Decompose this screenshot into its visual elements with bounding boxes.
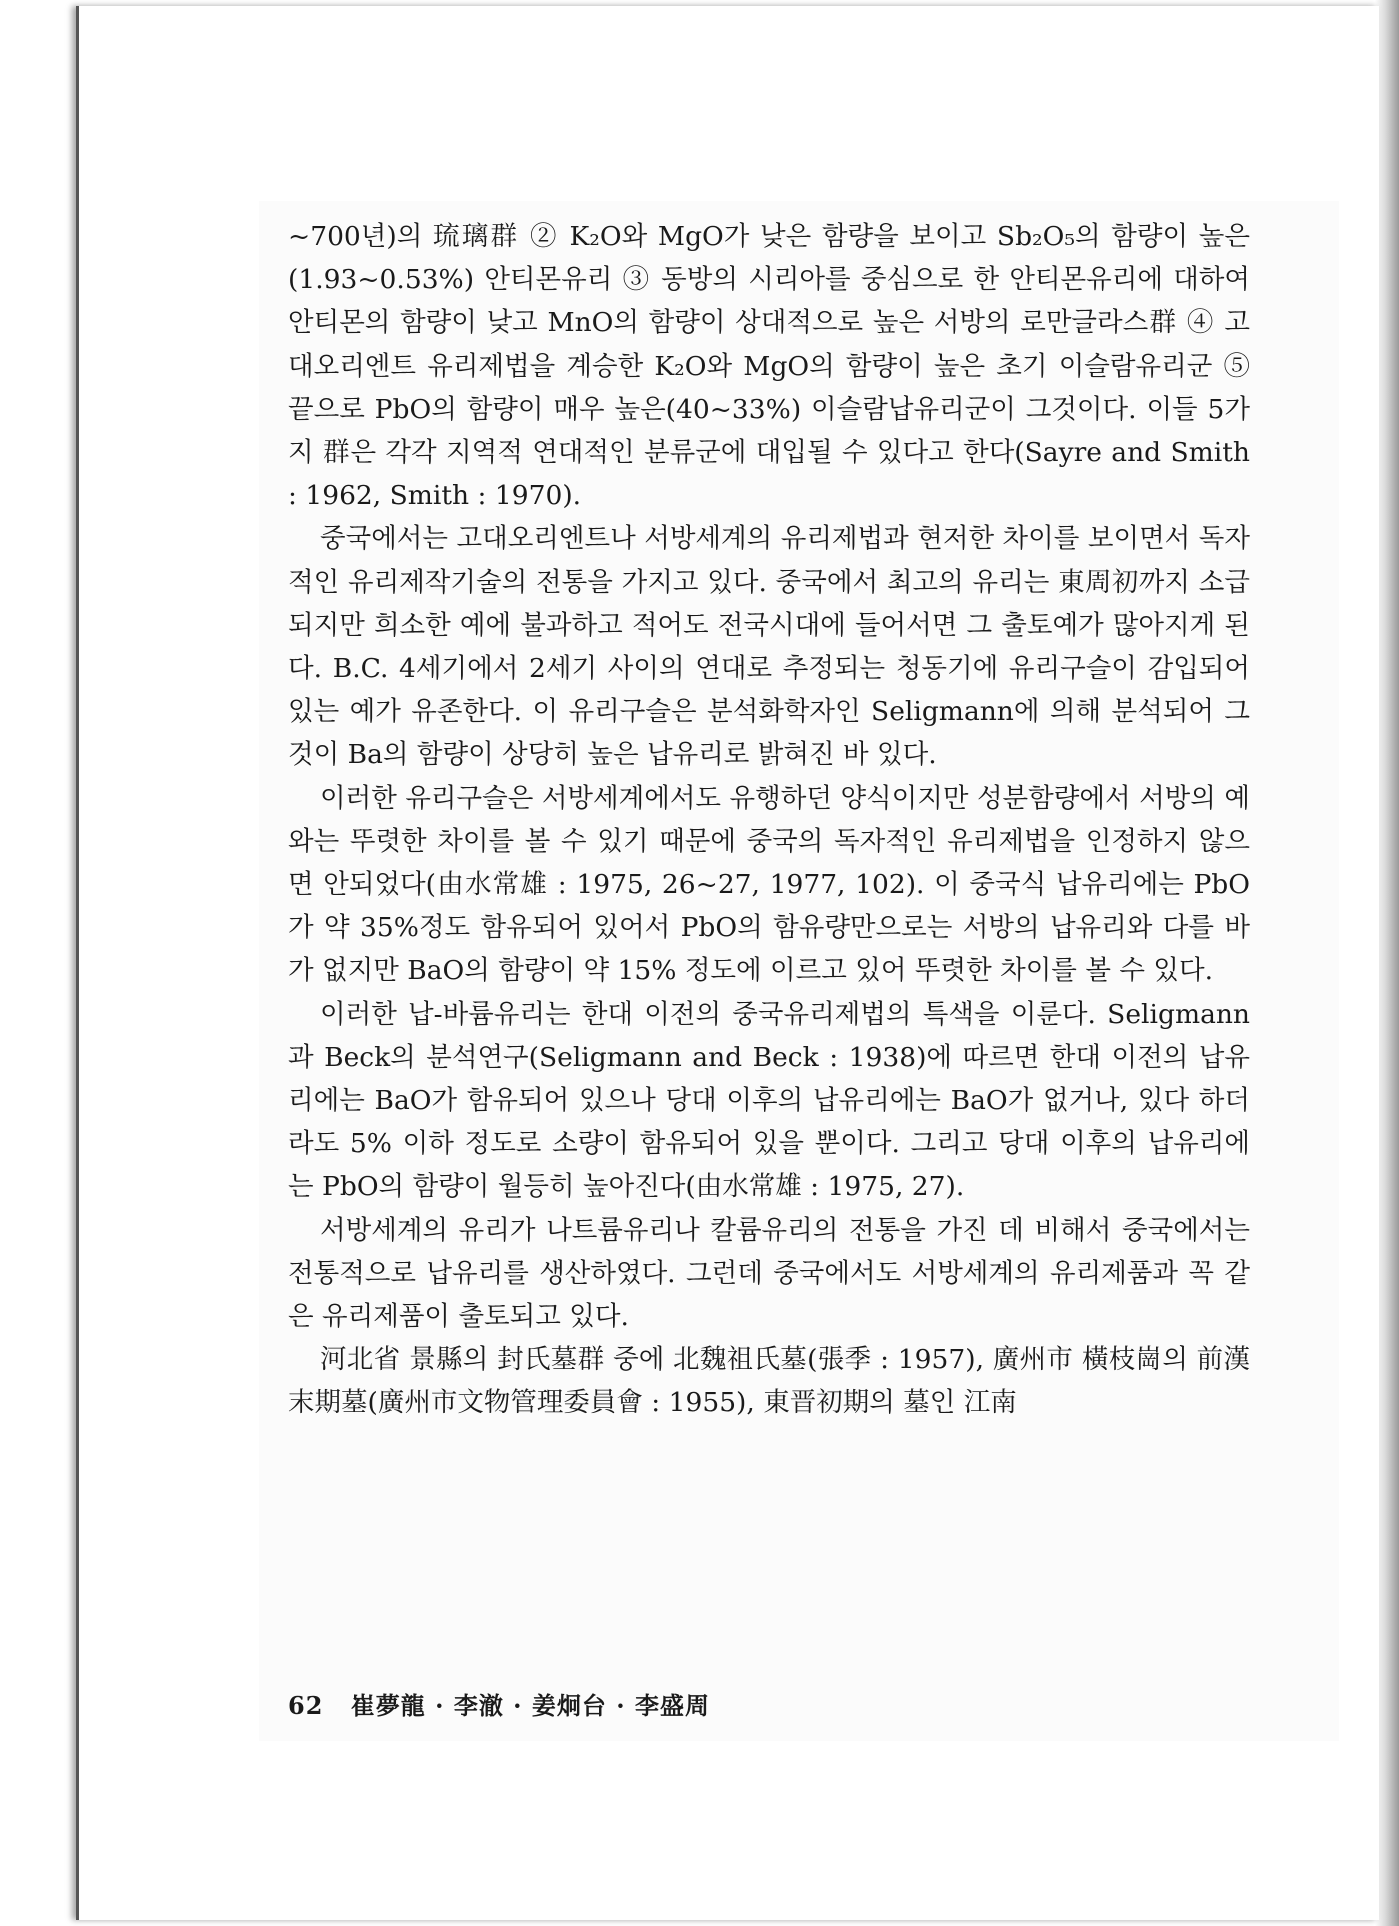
paragraph-2: 중국에서는 고대오리엔트나 서방세계의 유리제법과 현저한 차이를 보이면서 독자적인 유리제작기술의 전통을 가지고 있다. 중국에서 최고의 유리는 東周初까지 소급되지만 희소한 예에 불과하고 적어도 전국시대에 들어서면 그 출토예가 많아지게 된다. B.C. 4세기에서 2세기 사이의 연대로 추정되는 청동기에 유리구슬이 감입되어 있는 예가 유존한다. 이 유리구슬은 분석화학자인 Seligmann에 의해 분석되어 그것이 Ba의 함량이 상당히 높은 납유리로 밝혀진 바 있다.: [288, 523, 1251, 771]
footer-authors: 崔夢龍 · 李澈 · 姜炯台 · 李盛周: [350, 1691, 710, 1720]
paragraph-3: 이러한 유리구슬은 서방세계에서도 유행하던 양식이지만 성분함량에서 서방의 예와는 뚜렷한 차이를 볼 수 있기 때문에 중국의 독자적인 유리제법을 인정하지 않으면 안되었다(由水常雄 : 1975, 26~27, 1977, 102). 이 중국식 납유리에는 PbO가 약 35%정도 함유되어 있어서 PbO의 함유량만으로는 서방의 납유리와 다를 바가 없지만 BaO의 함량이 약 15% 정도에 이르고 있어 뚜렷한 차이를 볼 수 있다.: [288, 782, 1250, 987]
page-footer: [288, 1686, 710, 1721]
paragraph-5: 서방세계의 유리가 나트륨유리나 칼륨유리의 전통을 가진 데 비해서 중국에서는 전통적으로 납유리를 생산하였다. 그런데 중국에서도 서방세계의 유리제품과 꼭 같은 유리제품이 출토되고 있다.: [288, 1214, 1250, 1333]
paragraph-6: 河北省 景縣의 封氏墓群 중에 北魏祖氏墓(張季 : 1957), 廣州市 橫枝崗의 前漢末期墓(廣州市文物管理委員會 : 1955), 東晋初期의 墓인 江南: [288, 1344, 1250, 1419]
page-number: 62: [288, 1691, 324, 1720]
paragraph-4: 이러한 납-바륨유리는 한대 이전의 중국유리제법의 특색을 이룬다. Seligmann과 Beck의 분석연구(Seligmann and Beck : 1938)에 따르면 한대 이전의 납유리에는 BaO가 함유되어 있으나 당대 이후의 납유리에는 BaO가 없거나, 있다 하더라도 5% 이하 정도로 소량이 함유되어 있을 뿐이다. 그리고 당대 이후의 납유리에는 PbO의 함량이 월등히 높아진다(由水常雄 : 1975, 27).: [288, 998, 1250, 1203]
body-text: [288, 215, 1250, 1425]
paragraph-1: ~700년)의 琉璃群 ② K₂O와 MgO가 낮은 함량을 보이고 Sb₂O₅의 함량이 높은(1.93~0.53%) 안티몬유리 ③ 동방의 시리아를 중심으로 한 안티몬유리에 대하여 안티몬의 함량이 낮고 MnO의 함량이 상대적으로 높은 서방의 로만글라스群 ④ 고대오리엔트 유리제법을 계승한 K₂O와 MgO의 함량이 높은 초기 이슬람유리군 ⑤ 끝으로 PbO의 함량이 매우 높은(40~33%) 이슬람납유리군이 그것이다. 이들 5가지 群은 각각 지역적 연대적인 분류군에 대입될 수 있다고 한다(Sayre and Smith : 1962, Smith : 1970).: [288, 221, 1250, 512]
